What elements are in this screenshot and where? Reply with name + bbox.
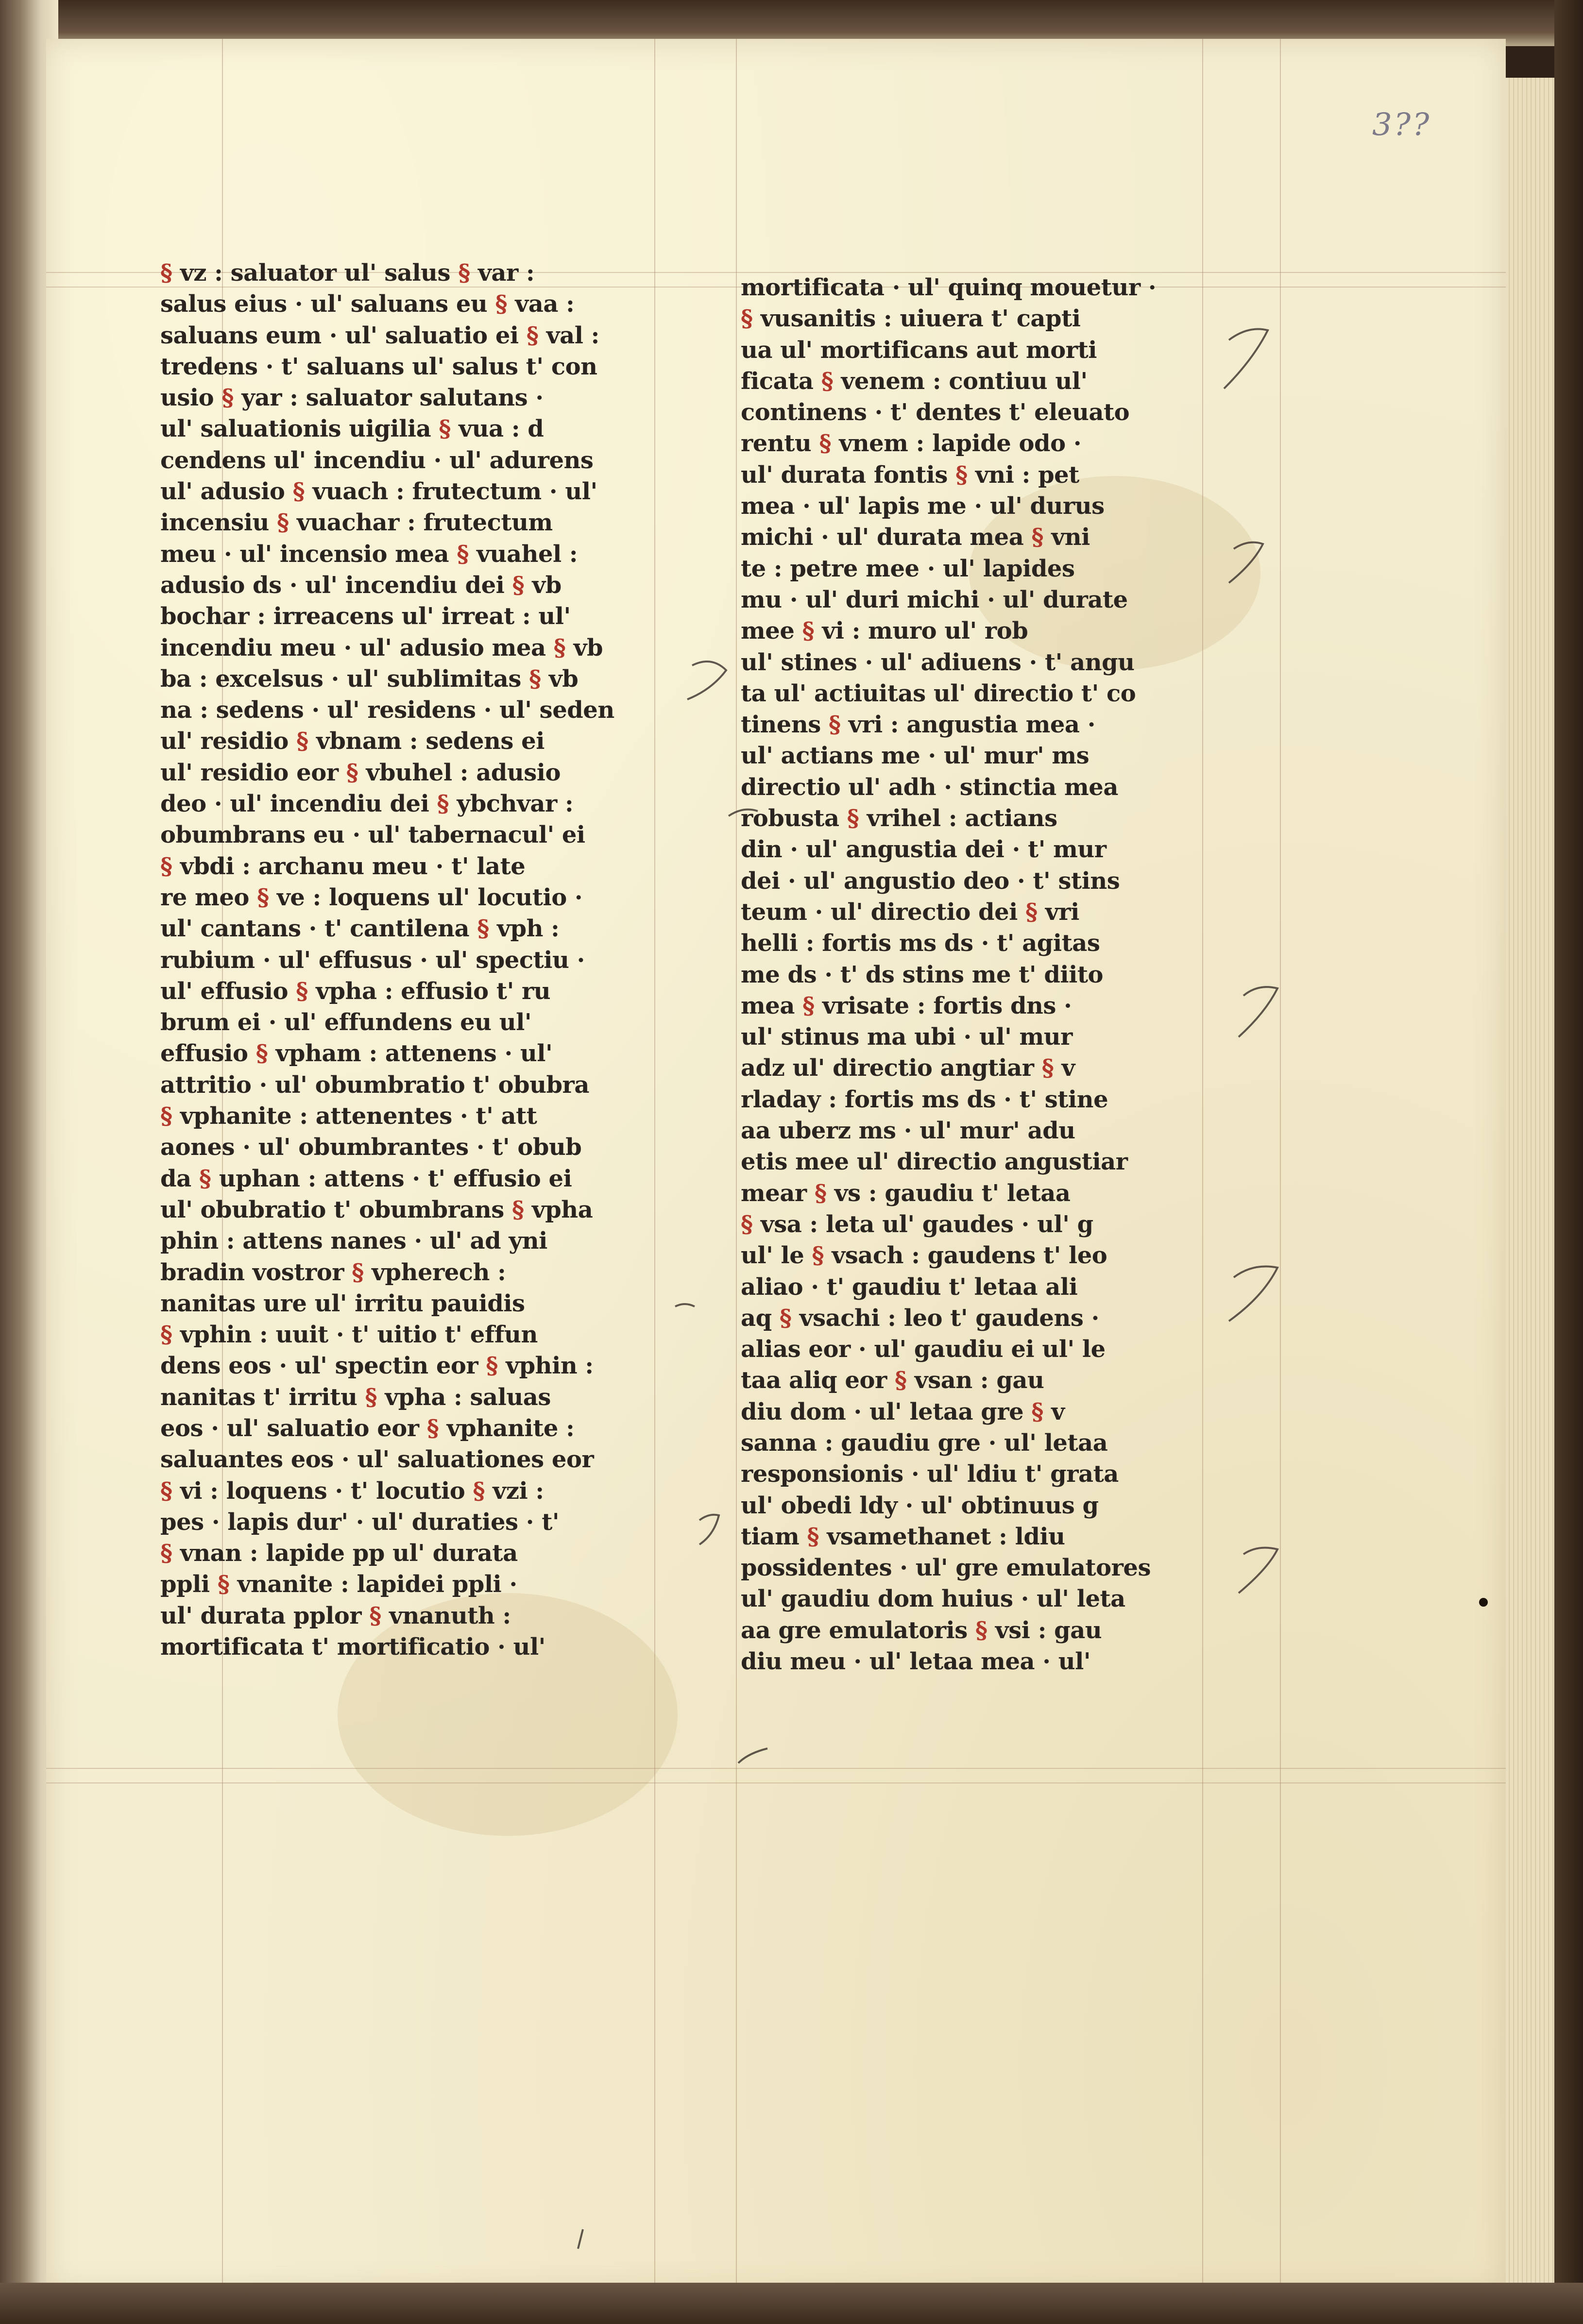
gloss-text: aa gre emulatoris: [741, 1616, 976, 1644]
gloss-text: vzi :: [485, 1477, 544, 1505]
text-line: [160, 663, 627, 695]
wormhole: [1479, 1598, 1488, 1607]
text-line: [741, 1459, 1222, 1490]
gloss-text: meu · ul' incensio mea: [160, 540, 457, 568]
gloss-text: vri: [1037, 898, 1079, 926]
text-line: [160, 351, 627, 382]
text-line: [160, 257, 627, 288]
text-line: [741, 1052, 1222, 1084]
gloss-text: vuahel :: [468, 540, 578, 568]
rubric-mark: §: [160, 852, 172, 880]
text-line: [741, 1021, 1222, 1052]
gloss-text: vri : angustia mea ·: [840, 711, 1095, 739]
ruling-line-horizontal: [46, 1782, 1506, 1783]
rubric-mark: §: [352, 1258, 364, 1286]
text-line: [160, 445, 627, 476]
gloss-text: nanitas ure ul' irritu pauidis: [160, 1289, 525, 1317]
folio-number: 3??: [1372, 107, 1431, 143]
gloss-text: ul' cantans · t' cantilena: [160, 915, 477, 943]
text-line: [741, 1334, 1222, 1365]
gloss-text: etis mee ul' directio angustiar: [741, 1148, 1128, 1176]
text-line: [160, 976, 627, 1007]
gloss-text: vb: [565, 634, 603, 662]
text-line: [741, 1115, 1222, 1146]
gloss-text: effusio: [160, 1040, 256, 1068]
rubric-mark: §: [1041, 1054, 1054, 1082]
gloss-text: diu dom · ul' letaa gre: [741, 1398, 1032, 1425]
gloss-text: vpherech :: [363, 1258, 506, 1286]
gloss-text: teum · ul' directio dei: [741, 898, 1026, 926]
text-line: [741, 1490, 1222, 1521]
rubric-mark: §: [365, 1383, 377, 1411]
text-line: [160, 539, 627, 570]
gloss-text: vpha: [524, 1196, 593, 1223]
gloss-text: adz ul' directio angtiar: [741, 1054, 1042, 1082]
gloss-text: tiam: [741, 1523, 807, 1550]
rubric-mark: §: [819, 430, 832, 458]
gloss-text: vni: [1043, 524, 1090, 551]
gloss-text: vaa :: [507, 290, 575, 318]
rubric-mark: §: [426, 1414, 439, 1442]
gloss-text: continens · t' dentes t' eleuato: [741, 399, 1130, 426]
gloss-text: ul' obubratio t' obumbrans: [160, 1196, 512, 1223]
rubric-mark: §: [828, 711, 841, 739]
ruling-line-vertical: [736, 39, 737, 2292]
rubric-mark: §: [369, 1602, 381, 1629]
gloss-text: aa uberz ms · ul' mur' adu: [741, 1117, 1075, 1145]
gloss-text: bochar : irreacens ul' irreat : ul': [160, 603, 571, 630]
gloss-text: ul' effusio: [160, 977, 296, 1005]
text-line: [741, 647, 1222, 678]
rubric-mark: §: [439, 415, 451, 443]
text-line: [160, 1600, 627, 1631]
gloss-text: michi · ul' durata mea: [741, 524, 1032, 551]
gloss-text: incensiu: [160, 509, 277, 537]
text-line: [160, 382, 627, 413]
gloss-text: possidentes · ul' gre emulatores: [741, 1554, 1151, 1582]
gloss-text: ppli: [160, 1571, 218, 1598]
gloss-text: vnem : lapide odo ·: [831, 430, 1082, 458]
gloss-text: v: [1043, 1398, 1065, 1425]
gloss-text: rubium · ul' effusus · ul' spectiu ·: [160, 946, 585, 974]
text-line: [160, 1382, 627, 1413]
gloss-text: tinens: [741, 711, 829, 739]
text-line: [741, 491, 1222, 522]
rubric-mark: §: [512, 571, 525, 599]
gloss-text: diu meu · ul' letaa mea · ul': [741, 1648, 1091, 1676]
gloss-text: mortificata t' mortificatio · ul': [160, 1633, 545, 1661]
gloss-text: uphan : attens · t' effusio ei: [211, 1165, 572, 1192]
rubric-mark: §: [296, 728, 308, 755]
gloss-text: vpha : saluas: [377, 1383, 551, 1411]
text-line: [160, 507, 627, 538]
cover-board-bottom: [0, 2283, 1583, 2324]
gloss-text: brum ei · ul' effundens eu ul': [160, 1009, 532, 1036]
gloss-text: vsi : gau: [987, 1616, 1102, 1644]
text-line: [160, 945, 627, 976]
gloss-text: ba : excelsus · ul' sublimitas: [160, 665, 529, 693]
rubric-mark: §: [894, 1367, 907, 1394]
text-line: [741, 897, 1222, 928]
gloss-text: directio ul' adh · stinctia mea: [741, 773, 1118, 801]
rubric-mark: §: [473, 1477, 485, 1505]
ruling-line-vertical: [654, 39, 655, 2292]
gloss-text: din · ul' angustia dei · t' mur: [741, 836, 1106, 864]
gloss-text: mear: [741, 1179, 815, 1207]
text-line: [160, 288, 627, 320]
gloss-text: te : petre mee · ul' lapides: [741, 555, 1075, 582]
text-line: [741, 1240, 1222, 1271]
gloss-text: sanna : gaudiu gre · ul' letaa: [741, 1429, 1108, 1457]
text-line: [741, 428, 1222, 459]
rubric-mark: §: [847, 805, 859, 832]
gloss-text: alias eor · ul' gaudiu ei ul' le: [741, 1336, 1106, 1363]
rubric-mark: §: [217, 1571, 230, 1598]
text-line: [741, 803, 1222, 834]
text-line: [741, 1272, 1222, 1303]
gloss-text: vsa : leta ul' gaudes · ul' g: [752, 1210, 1093, 1238]
text-line: [160, 757, 627, 788]
text-line: [741, 459, 1222, 491]
gloss-text: v: [1054, 1054, 1075, 1082]
text-line: [160, 1569, 627, 1600]
rubric-mark: §: [975, 1616, 987, 1644]
gloss-text: val :: [538, 322, 599, 349]
text-line: [741, 1427, 1222, 1459]
rubric-mark: §: [553, 634, 566, 662]
gloss-text: usio: [160, 384, 222, 412]
gloss-text: ve : loquens ul' locutio ·: [269, 883, 583, 911]
rubric-mark: §: [277, 509, 289, 537]
text-line: [160, 726, 627, 757]
text-line: [160, 882, 627, 913]
text-line: [160, 632, 627, 663]
gloss-text: ul' adusio: [160, 478, 293, 506]
gloss-text: vphin :: [498, 1352, 594, 1380]
rubric-mark: §: [221, 384, 234, 412]
rubric-mark: §: [477, 915, 489, 943]
rubric-mark: §: [1031, 1398, 1044, 1425]
rubric-mark: §: [495, 290, 508, 318]
gloss-text: vnanite : lapidei ppli ·: [229, 1571, 517, 1598]
rubric-mark: §: [346, 759, 358, 786]
text-line: [160, 1163, 627, 1194]
gloss-text: attritio · ul' obumbratio t' obubra: [160, 1071, 589, 1099]
gloss-text: rladay : fortis ms ds · t' stine: [741, 1086, 1108, 1113]
rubric-mark: §: [807, 1523, 819, 1550]
gloss-text: vb: [541, 665, 579, 693]
gloss-text: vi : loquens · t' locutio: [172, 1477, 473, 1505]
gloss-text: mortificata · ul' quinq mouetur ·: [741, 274, 1157, 301]
gloss-text: obumbrans eu · ul' tabernacul' ei: [160, 821, 585, 849]
gloss-text: vphanite :: [439, 1414, 575, 1442]
text-line: [741, 959, 1222, 990]
gloss-text: vua : d: [451, 415, 544, 443]
gloss-text: ul' durata pplor: [160, 1602, 370, 1629]
text-line: [741, 522, 1222, 553]
text-line: [741, 834, 1222, 865]
gloss-text: vsamethanet : ldiu: [819, 1523, 1065, 1550]
gloss-text: dens eos · ul' spectin eor: [160, 1352, 486, 1380]
rubric-mark: §: [821, 367, 834, 395]
text-line: [160, 851, 627, 882]
gloss-text: vpham : attenens · ul': [268, 1040, 553, 1068]
gloss-text: vni : pet: [967, 461, 1079, 489]
gloss-text: yar : saluator salutans ·: [234, 384, 544, 412]
text-line: [741, 990, 1222, 1021]
gloss-text: ul' le: [741, 1242, 812, 1270]
gloss-text: saluans eum · ul' saluatio ei: [160, 322, 527, 349]
rubric-mark: §: [802, 992, 815, 1019]
text-line: [741, 1365, 1222, 1396]
text-line: [741, 366, 1222, 397]
cover-board-right: [1554, 0, 1583, 2324]
gloss-text: mee: [741, 617, 802, 645]
rubric-mark: §: [160, 1103, 172, 1130]
gloss-text: salus eius · ul' saluans eu: [160, 290, 495, 318]
text-line: [160, 1444, 627, 1475]
gloss-text: dei · ul' angustio deo · t' stins: [741, 867, 1120, 895]
ruling-line-horizontal: [46, 1768, 1506, 1769]
text-line: [160, 320, 627, 351]
gloss-text: deo · ul' incendiu dei: [160, 790, 437, 818]
text-line: [741, 553, 1222, 584]
gloss-text: vuachar : frutectum: [289, 509, 553, 537]
text-line: [741, 335, 1222, 366]
rubric-mark: §: [526, 322, 539, 349]
gloss-text: vb: [524, 571, 562, 599]
text-line: [160, 476, 627, 507]
rubric-mark: §: [257, 883, 269, 911]
rubric-mark: §: [292, 478, 305, 506]
text-line: [741, 303, 1222, 334]
text-line: [741, 1178, 1222, 1209]
gloss-text: robusta: [741, 805, 847, 832]
gloss-text: ybchvar :: [449, 790, 574, 818]
gloss-text: vuach : frutectum · ul': [305, 478, 597, 506]
text-line: [160, 1132, 627, 1163]
text-line: [741, 865, 1222, 897]
text-line: [741, 1084, 1222, 1115]
text-line: [160, 1101, 627, 1132]
text-line: [741, 1552, 1222, 1583]
gloss-text: vusanitis : uiuera t' capti: [752, 305, 1081, 333]
gloss-text: ul' durata fontis: [741, 461, 956, 489]
rubric-mark: §: [437, 790, 449, 818]
gloss-text: ul' gaudiu dom huius · ul' leta: [741, 1585, 1125, 1613]
gloss-text: vbnam : sedens ei: [308, 728, 545, 755]
rubric-mark: §: [814, 1179, 827, 1207]
gloss-text: da: [160, 1165, 199, 1192]
gloss-text: vsachi : leo t' gaudens ·: [791, 1304, 1099, 1332]
text-line: [160, 1319, 627, 1350]
rubric-mark: §: [486, 1352, 498, 1380]
gloss-text: ficata: [741, 367, 821, 395]
text-line: [741, 928, 1222, 959]
gloss-text: cendens ul' incendiu · ul' adurens: [160, 446, 594, 474]
gloss-text: ul' residio eor: [160, 759, 346, 786]
text-line: [741, 1583, 1222, 1614]
gloss-text: adusio ds · ul' incendiu dei: [160, 571, 512, 599]
text-line: [160, 1257, 627, 1288]
gloss-text: eos · ul' saluatio eor: [160, 1414, 427, 1442]
gloss-text: vbdi : archanu meu · t' late: [172, 852, 526, 880]
text-line: [160, 819, 627, 850]
gloss-text: vz : saluator ul' salus: [172, 259, 459, 287]
text-line: [741, 615, 1222, 646]
gloss-text: vphin : uuit · t' uitio t' effun: [172, 1321, 538, 1349]
text-line: [160, 413, 627, 444]
text-line: [160, 788, 627, 819]
text-line: [160, 1476, 627, 1507]
gloss-text: ua ul' mortificans aut morti: [741, 336, 1097, 364]
text-line: [160, 1507, 627, 1538]
rubric-mark: §: [296, 977, 308, 1005]
gloss-text: vphanite : attenentes · t' att: [172, 1103, 537, 1130]
text-line: [741, 1303, 1222, 1334]
gloss-text: nanitas t' irritu: [160, 1383, 365, 1411]
gloss-text: rentu: [741, 430, 819, 458]
text-line: [741, 1396, 1222, 1427]
gloss-text: ul' obedi ldy · ul' obtinuus g: [741, 1492, 1099, 1519]
text-line: [741, 1146, 1222, 1177]
gloss-text: vnan : lapide pp ul' durata: [172, 1540, 518, 1567]
gloss-text: ul' actians me · ul' mur' ms: [741, 742, 1089, 770]
rubric-mark: §: [457, 540, 469, 568]
gloss-text: ta ul' actiuitas ul' directio t' co: [741, 679, 1136, 707]
gloss-text: mea · ul' lapis me · ul' durus: [741, 492, 1105, 520]
rubric-mark: §: [741, 305, 753, 333]
text-line: [160, 913, 627, 944]
text-line: [741, 397, 1222, 428]
rubric-mark: §: [741, 1210, 753, 1238]
text-line: [741, 584, 1222, 615]
text-line: [160, 601, 627, 632]
page-edge-stack: [1506, 78, 1554, 2292]
gloss-text: vsach : gaudens t' leo: [824, 1242, 1107, 1270]
text-line: [160, 1288, 627, 1319]
gloss-text: mea: [741, 992, 803, 1019]
gloss-text: helli : fortis ms ds · t' agitas: [741, 930, 1100, 957]
text-line: [160, 1069, 627, 1101]
gloss-text: vsan : gau: [906, 1367, 1044, 1394]
gloss-text: pes · lapis dur' · ul' duraties · t': [160, 1508, 560, 1536]
text-line: [160, 1631, 627, 1662]
text-line: [741, 1209, 1222, 1240]
gloss-text: ul' stinus ma ubi · ul' mur: [741, 1023, 1072, 1051]
text-line: [741, 272, 1222, 303]
text-column-left: [160, 257, 627, 1662]
gloss-text: vrisate : fortis dns ·: [814, 992, 1072, 1019]
text-line: [160, 1225, 627, 1256]
text-line: [160, 695, 627, 726]
rubric-mark: §: [812, 1242, 824, 1270]
text-line: [741, 709, 1222, 740]
gloss-text: tredens · t' saluans ul' salus t' con: [160, 353, 597, 380]
gloss-text: venem : contiuu ul': [833, 367, 1088, 395]
gloss-text: me ds · t' ds stins me t' diito: [741, 961, 1104, 988]
rubric-mark: §: [160, 1540, 172, 1567]
gloss-text: re meo: [160, 883, 257, 911]
gloss-text: vi : muro ul' rob: [814, 617, 1028, 645]
gloss-text: vbuhel : adusio: [358, 759, 561, 786]
gloss-text: vs : gaudiu t' letaa: [826, 1179, 1071, 1207]
gloss-text: aq: [741, 1304, 780, 1332]
rubric-mark: §: [458, 259, 470, 287]
gloss-text: ul' saluationis uigilia: [160, 415, 439, 443]
gloss-text: phin : attens nanes · ul' ad yni: [160, 1227, 547, 1255]
text-line: [741, 1615, 1222, 1646]
gloss-text: responsionis · ul' ldiu t' grata: [741, 1460, 1119, 1488]
rubric-mark: §: [802, 617, 815, 645]
rubric-mark: §: [1031, 524, 1044, 551]
text-line: [160, 1038, 627, 1069]
text-line: [160, 1007, 627, 1038]
rubric-mark: §: [955, 461, 968, 489]
rubric-mark: §: [529, 665, 541, 693]
gloss-text: ul' stines · ul' adiuens · t' angu: [741, 648, 1135, 676]
text-line: [160, 1538, 627, 1569]
text-line: [741, 1521, 1222, 1552]
gloss-text: mu · ul' duri michi · ul' durate: [741, 586, 1128, 613]
text-line: [160, 1194, 627, 1225]
gloss-text: na : sedens · ul' residens · ul' seden: [160, 696, 614, 724]
text-column-right: [741, 272, 1222, 1677]
gloss-text: incendiu meu · ul' adusio mea: [160, 634, 554, 662]
rubric-mark: §: [160, 259, 172, 287]
rubric-mark: §: [199, 1165, 211, 1192]
gloss-text: saluantes eos · ul' saluationes eor: [160, 1446, 594, 1474]
rubric-mark: §: [1025, 898, 1038, 926]
text-line: [741, 1646, 1222, 1677]
text-line: [160, 1413, 627, 1444]
rubric-mark: §: [160, 1321, 172, 1349]
text-line: [741, 678, 1222, 709]
rubric-mark: §: [512, 1196, 524, 1223]
gloss-text: var :: [470, 259, 535, 287]
gloss-text: bradin vostror: [160, 1258, 352, 1286]
gloss-text: ul' residio: [160, 728, 297, 755]
gloss-text: vnanuth :: [381, 1602, 511, 1629]
gloss-text: aones · ul' obumbrantes · t' obub: [160, 1134, 582, 1161]
gloss-text: vpha : effusio t' ru: [307, 977, 551, 1005]
gloss-text: taa aliq eor: [741, 1367, 895, 1394]
text-line: [160, 570, 627, 601]
ruling-line-vertical: [1280, 39, 1281, 2292]
text-line: [160, 1350, 627, 1381]
rubric-mark: §: [160, 1477, 172, 1505]
rubric-mark: §: [255, 1040, 268, 1068]
gloss-text: aliao · t' gaudiu t' letaa ali: [741, 1273, 1078, 1301]
text-line: [741, 740, 1222, 771]
rubric-mark: §: [779, 1304, 792, 1332]
text-line: [741, 772, 1222, 803]
gloss-text: vrihel : actians: [859, 805, 1057, 832]
gloss-text: vph :: [489, 915, 560, 943]
